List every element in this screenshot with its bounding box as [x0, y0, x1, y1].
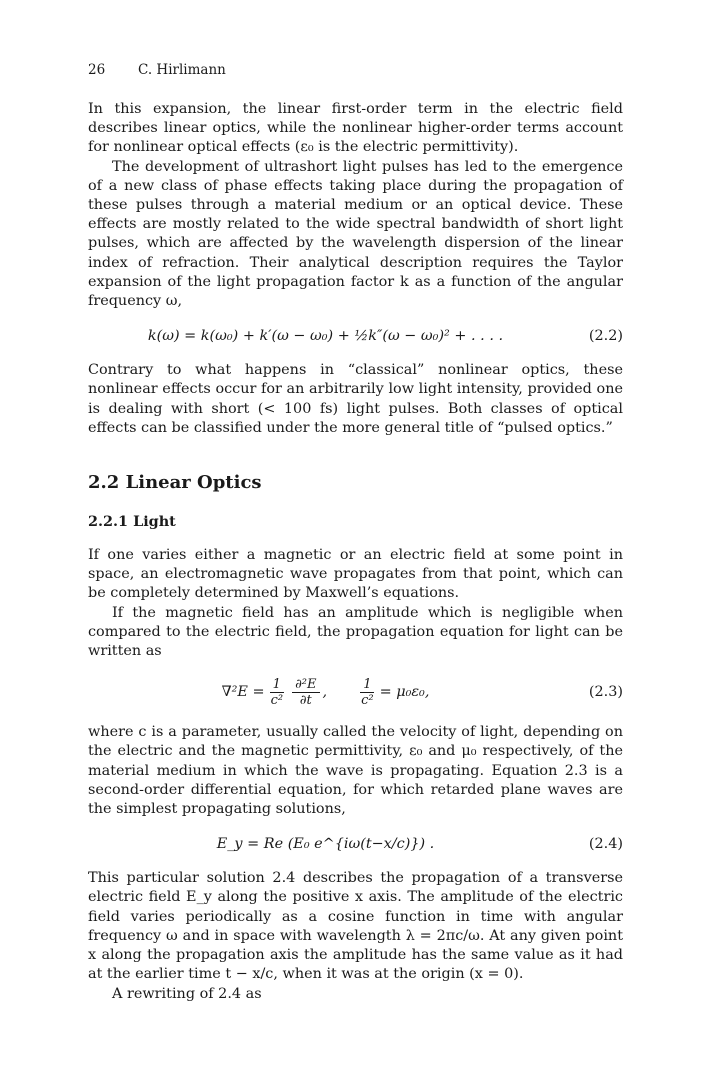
equation-number: (2.4) [588, 836, 623, 853]
paragraph: Contrary to what happens in “classical” nonlinear optics, these nonlinear effects occur for an arbitrarily low light intensity, provided one is dealing with short (< 100 fs) light pulses. Both classes of optical effects can be classified under the more general title of “pulsed optics.” [88, 362, 623, 436]
eq-comma: , [322, 684, 328, 701]
equation-number: (2.3) [588, 684, 623, 701]
equation-2-2 [88, 319, 623, 353]
denominator: ∂t [299, 692, 312, 708]
page [88, 60, 623, 1004]
numerator: 1 [360, 677, 374, 693]
equation-number: (2.2) [588, 328, 623, 345]
running-author: C. Hirlimann [138, 62, 226, 78]
denominator: c² [361, 692, 374, 708]
eq-rhs: = μ₀ε₀, [379, 684, 430, 701]
equation-body [88, 669, 563, 715]
paragraph: In this expansion, the linear first-order term in the electric field describes linear optics, while the nonlinear higher-order terms account for nonlinear optical effects (ε₀ is the electric permittivity). [88, 101, 623, 156]
page-number: 26 [88, 62, 106, 78]
numerator: ∂²E [292, 677, 319, 693]
paragraph: If the magnetic field has an amplitude which is negligible when compared to the electric field, the propagation equation for light can be written as [88, 604, 623, 660]
numerator: 1 [270, 677, 284, 693]
fraction [358, 677, 377, 708]
denominator: c² [270, 692, 284, 708]
section-title: 2.2 Linear Optics [88, 472, 262, 494]
paragraph: This particular solution 2.4 describes the propagation of a transverse electric field E_y along the positive x axis. The amplitude of the electric field varies periodically as a cosine function in time with angular frequency ω and in space with wavelength λ = 2πc/ω. At any given point x along the propagation axis the amplitude has the same value as it had at the earlier time t − x/c, when it was at the origin (x = 0). [88, 870, 623, 983]
running-header [88, 60, 623, 80]
fraction [268, 677, 287, 708]
paragraph: The development of ultrashort light pulses has led to the emergence of a new class of phase effects taking place during the propagation of these pulses through a material medium or an optical device. These effects are mostly related to the wide spectral bandwidth of short light pulses, which are affected by the wavelength dispersion of the linear index of refraction. Their analytical description requires the Taylor expansion of the light propagation factor k as a function of the angular frequency ω, [88, 158, 623, 310]
paragraph: where c is a parameter, usually called the velocity of light, depending on the electric and the magnetic permittivity, ε₀ and μ₀ respectively, of the material medium in which the wave is propagating. Equation 2.3 is a second-order differential equation, for which retarded plane waves are the simplest propagating solutions, [88, 724, 623, 818]
paragraph: If one varies either a magnetic or an electric field at some point in space, an electromagnetic wave propagates from that point, which can be completely determined by Maxwell’s equations. [88, 547, 623, 602]
equation-2-3 [88, 669, 623, 715]
equation-body: k(ω) = k(ω₀) + k′(ω − ω₀) + ½k″(ω − ω₀)² + . . . . [147, 328, 504, 345]
equation-body: E_y = Re (E₀ e^{iω(t−x/c)}) . [216, 836, 435, 853]
fraction [292, 677, 319, 708]
subsection-title: 2.2.1 Light [88, 513, 176, 531]
equation-2-4 [88, 827, 623, 861]
eq-lhs: ∇²E = [221, 684, 265, 701]
paragraph: A rewriting of 2.4 as [112, 985, 262, 1002]
